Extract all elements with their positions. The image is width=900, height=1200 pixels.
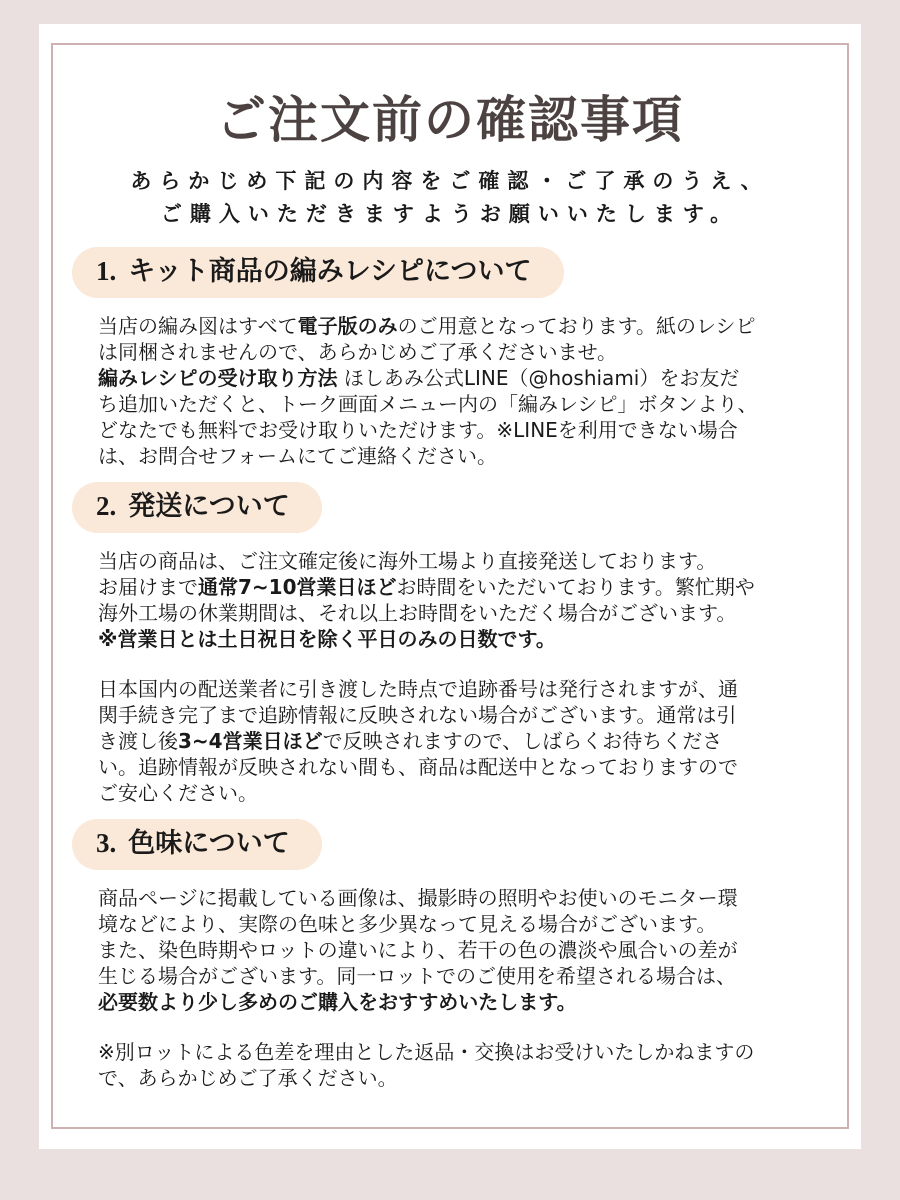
text-line: 商品ページに掲載している画像は、撮影時の照明やお使いのモニター環 [98,886,738,910]
section-heading-pill [72,482,322,533]
section-heading: 発送について [128,491,290,522]
section-number: 3. [96,828,117,858]
notice-content [53,45,847,1127]
text-line: ご安心ください。 [98,781,258,805]
paragraph [98,313,802,469]
text-line: で、あらかじめご了承ください。 [98,1066,398,1090]
text-line: また、染色時期やロットの違いにより、若干の色の濃淡や風合いの差が [98,938,738,962]
text-line: 生じる場合がございます。同一ロットでのご使用を希望される場合は、 [98,964,736,988]
text-line: ち追加いただくと、トーク画面メニュー内の「編みレシピ」ボタンより、 [98,392,758,416]
text-line: 海外工場の休業期間は、それ以上お時間をいただく場合がございます。 [98,601,737,625]
section-body [98,313,802,469]
text-line: 必要数より少し多めのご購入をおすすめいたします。 [98,990,577,1014]
subtitle [98,165,802,231]
text-line: お届けまで通常7~10営業日ほどお時間をいただいております。繁忙期や [98,575,755,599]
section-heading: 色味について [128,828,290,859]
text-line: き渡し後3~4営業日ほどで反映されますので、しばらくお待ちくださ [98,729,723,753]
subtitle-line: あらかじめ下記の内容をご確認・ご了承のうえ、 [130,169,770,193]
section-body [98,885,802,1091]
text-line: は同梱されませんので、あらかじめご了承くださいませ。 [98,340,617,364]
text-line: 境などにより、実際の色味と多少異なって見える場合がございます。 [98,912,717,936]
section-color [98,819,802,1091]
text-line: 当店の編み図はすべて電子版のみのご用意となっております。紙のレシピ [98,314,756,338]
section-shipping [98,482,802,806]
section-heading: キット商品の編みレシピについて [128,256,532,287]
text-line: 編みレシピの受け取り方法 ほしあみ公式LINE（@hoshiami）をお友だ [98,366,740,390]
text-line: 日本国内の配送業者に引き渡した時点で追跡番号は発行されますが、通 [98,677,738,701]
paragraph [98,885,802,1015]
text-line: どなたでも無料でお受け取りいただけます。※LINEを利用できない場合 [98,418,738,442]
section-heading-pill [72,247,564,298]
text-line: い。追跡情報が反映されない間も、商品は配送中となっておりますので [98,755,738,779]
text-line: ※営業日とは土日祝日を除く平日のみの日数です。 [98,627,556,651]
notice-card [39,24,861,1149]
text-line: は、お問合せフォームにてご連絡ください。 [98,444,497,468]
section-number: 2. [96,491,117,521]
decorative-frame [51,43,849,1129]
paragraph [98,676,802,806]
page-title: ご注文前の確認事項 [216,91,684,149]
text-line: 当店の商品は、ご注文確定後に海外工場より直接発送しております。 [98,549,717,573]
subtitle-line: ご購入いただきますようお願いいたします。 [160,202,740,226]
section-recipe [98,247,802,469]
text-line: ※別ロットによる色差を理由とした返品・交換はお受けいたしかねますの [98,1040,755,1064]
section-body [98,548,802,806]
paragraph [98,548,802,652]
section-heading-pill [72,819,322,870]
section-number: 1. [96,256,117,286]
paragraph [98,1039,802,1091]
text-line: 関手続き完了まで追跡情報に反映されない場合がございます。通常は引 [98,703,737,727]
